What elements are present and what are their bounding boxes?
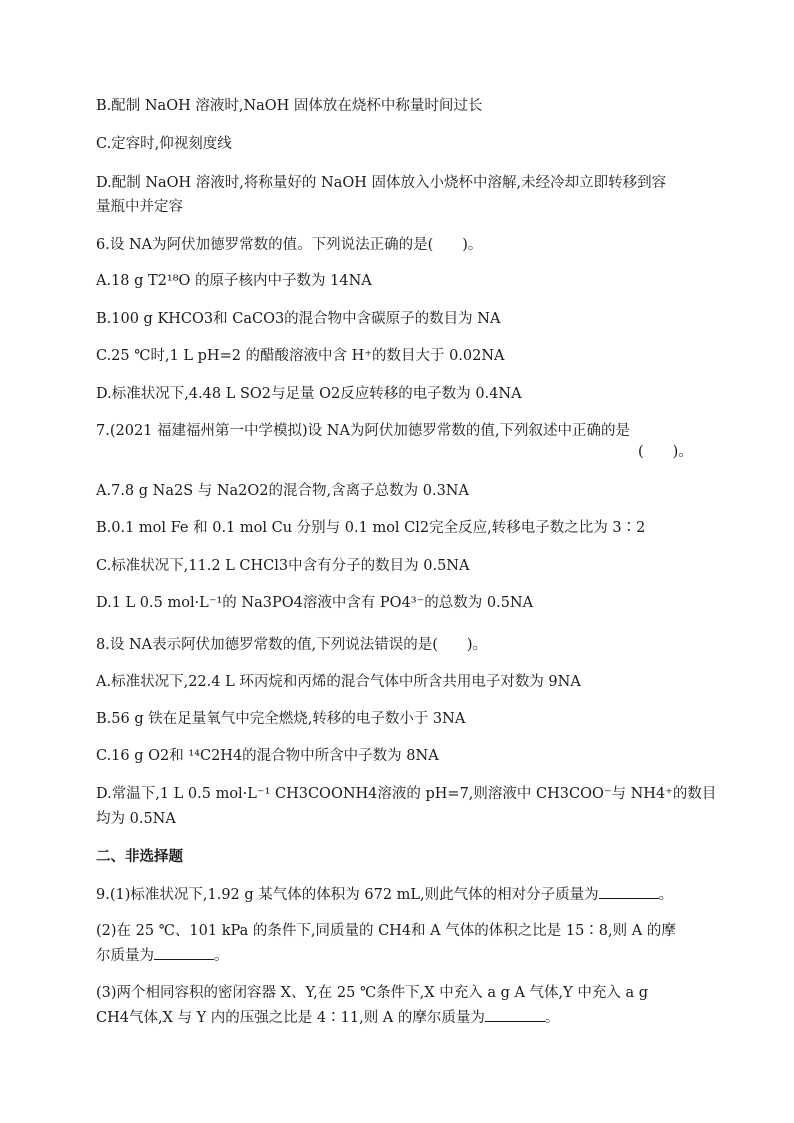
- q9-part1: [96, 884, 673, 905]
- q9-part2-blank: [154, 945, 214, 960]
- q9-part2-line2: [96, 945, 229, 966]
- q5-option-d-line1: D.配制 NaOH 溶液时,将称量好的 NaOH 固体放入小烧杯中溶解,未经冷却立即转移到容: [96, 175, 667, 191]
- q7-option-b: B.0.1 mol Fe 和 0.1 mol Cu 分别与 0.1 mol Cl2完全反应,转移电子数之比为 3∶2: [96, 520, 646, 536]
- q9-part1-blank: [599, 884, 659, 899]
- q8-option-b: B.56 g 铁在足量氧气中完全燃烧,转移的电子数小于 3NA: [96, 711, 466, 727]
- q5-option-b: B.配制 NaOH 溶液时,NaOH 固体放在烧杯中称量时间过长: [96, 98, 483, 114]
- q9-part1-text: 9.(1)标准状况下,1.92 g 某气体的体积为 672 mL,则此气体的相对分子质量为: [96, 887, 599, 903]
- q7-answer-paren: ( )。: [638, 444, 693, 460]
- q9-part3-text: CH4气体,X 与 Y 内的压强之比是 4∶11,则 A 的摩尔质量为: [96, 1010, 485, 1026]
- section-heading: 二、非选择题: [96, 848, 183, 865]
- q6-option-b: B.100 g KHCO3和 CaCO3的混合物中含碳原子的数目为 NA: [96, 311, 501, 327]
- q5-option-c: C.定容时,仰视刻度线: [96, 136, 232, 152]
- q9-part2-end: 。: [214, 948, 229, 964]
- q9-part1-end: 。: [658, 887, 674, 903]
- q6-stem: 6.设 NA为阿伏加德罗常数的值。下列说法正确的是( )。: [96, 237, 483, 253]
- q8-stem: 8.设 NA表示阿伏加德罗常数的值,下列说法错误的是( )。: [96, 637, 488, 653]
- q8-option-d-line1: D.常温下,1 L 0.5 mol·L⁻¹ CH3COONH4溶液的 pH=7,则溶液中 CH3COO⁻与 NH4⁺的数目: [96, 786, 717, 802]
- q9-part2-line1: (2)在 25 ℃、101 kPa 的条件下,同质量的 CH4和 A 气体的体积之比是 15∶8,则 A 的摩: [96, 923, 676, 939]
- q7-option-c: C.标准状况下,11.2 L CHCl3中含有分子的数目为 0.5NA: [96, 558, 470, 574]
- q7-stem: 7.(2021 福建福州第一中学模拟)设 NA为阿伏加德罗常数的值,下列叙述中正确的是: [96, 423, 631, 439]
- q6-option-a: A.18 g T2¹⁸O 的原子核内中子数为 14NA: [96, 273, 372, 289]
- q6-option-c: C.25 ℃时,1 L pH=2 的醋酸溶液中含 H⁺的数目大于 0.02NA: [96, 348, 505, 364]
- q9-part3-line2: [96, 1007, 559, 1028]
- q5-option-d-line2: 量瓶中并定容: [96, 199, 183, 215]
- q6-option-d: D.标准状况下,4.48 L SO2与足量 O2反应转移的电子数为 0.4NA: [96, 386, 522, 402]
- q9-part2-text: 尔质量为: [96, 948, 154, 964]
- q8-option-d-line2: 均为 0.5NA: [96, 811, 176, 827]
- q8-option-a: A.标准状况下,22.4 L 环丙烷和丙烯的混合气体中所含共用电子对数为 9NA: [96, 674, 581, 690]
- q7-option-d: D.1 L 0.5 mol·L⁻¹的 Na3PO4溶液中含有 PO4³⁻的总数为 0.5NA: [96, 595, 534, 611]
- q8-option-c: C.16 g O2和 ¹⁴C2H4的混合物中所含中子数为 8NA: [96, 748, 439, 764]
- q9-part3-line1: (3)两个相同容积的密闭容器 X、Y,在 25 ℃条件下,X 中充入 a g A 气体,Y 中充入 a g: [96, 985, 648, 1001]
- q7-option-a: A.7.8 g Na2S 与 Na2O2的混合物,含离子总数为 0.3NA: [96, 483, 469, 499]
- q9-part3-end: 。: [544, 1010, 560, 1026]
- q9-part3-blank: [485, 1007, 545, 1022]
